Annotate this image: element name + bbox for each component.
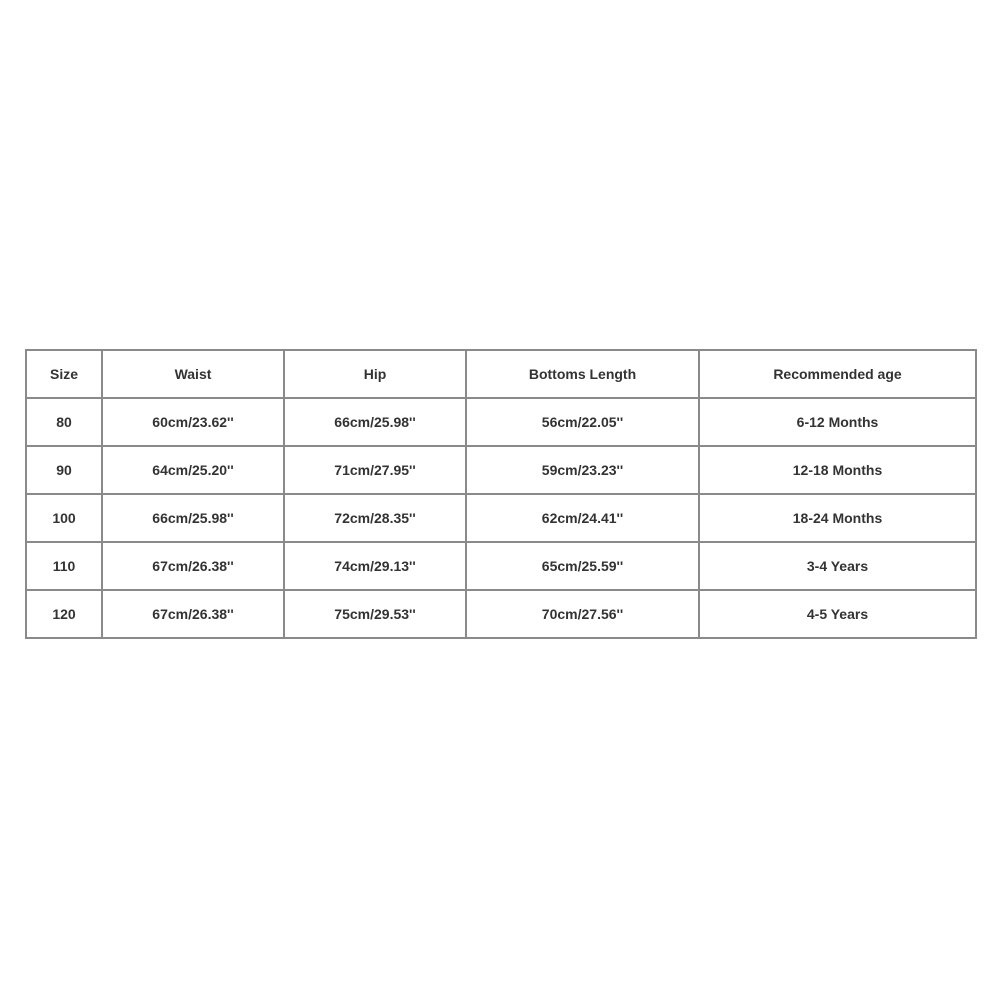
table-row — [26, 590, 976, 638]
table-row — [26, 494, 976, 542]
cell-bottoms-length: 56cm/22.05'' — [466, 398, 699, 446]
cell-recommended-age: 4-5 Years — [699, 590, 976, 638]
cell-hip: 72cm/28.35'' — [284, 494, 466, 542]
cell-recommended-age: 18-24 Months — [699, 494, 976, 542]
header-row — [26, 350, 976, 398]
cell-hip: 74cm/29.13'' — [284, 542, 466, 590]
cell-bottoms-length: 62cm/24.41'' — [466, 494, 699, 542]
size-chart-table — [25, 349, 977, 639]
cell-waist: 66cm/25.98'' — [102, 494, 284, 542]
cell-waist: 64cm/25.20'' — [102, 446, 284, 494]
cell-waist: 67cm/26.38'' — [102, 590, 284, 638]
cell-recommended-age: 3-4 Years — [699, 542, 976, 590]
cell-size: 80 — [26, 398, 102, 446]
cell-waist: 60cm/23.62'' — [102, 398, 284, 446]
header-recommended-age: Recommended age — [699, 350, 976, 398]
cell-bottoms-length: 65cm/25.59'' — [466, 542, 699, 590]
cell-size: 120 — [26, 590, 102, 638]
cell-size: 100 — [26, 494, 102, 542]
header-waist: Waist — [102, 350, 284, 398]
header-hip: Hip — [284, 350, 466, 398]
cell-size: 90 — [26, 446, 102, 494]
header-bottoms-length: Bottoms Length — [466, 350, 699, 398]
cell-waist: 67cm/26.38'' — [102, 542, 284, 590]
cell-recommended-age: 12-18 Months — [699, 446, 976, 494]
cell-hip: 75cm/29.53'' — [284, 590, 466, 638]
cell-recommended-age: 6-12 Months — [699, 398, 976, 446]
cell-bottoms-length: 70cm/27.56'' — [466, 590, 699, 638]
table-row — [26, 398, 976, 446]
cell-hip: 66cm/25.98'' — [284, 398, 466, 446]
table-row — [26, 446, 976, 494]
header-size: Size — [26, 350, 102, 398]
cell-hip: 71cm/27.95'' — [284, 446, 466, 494]
cell-size: 110 — [26, 542, 102, 590]
table-row — [26, 542, 976, 590]
cell-bottoms-length: 59cm/23.23'' — [466, 446, 699, 494]
